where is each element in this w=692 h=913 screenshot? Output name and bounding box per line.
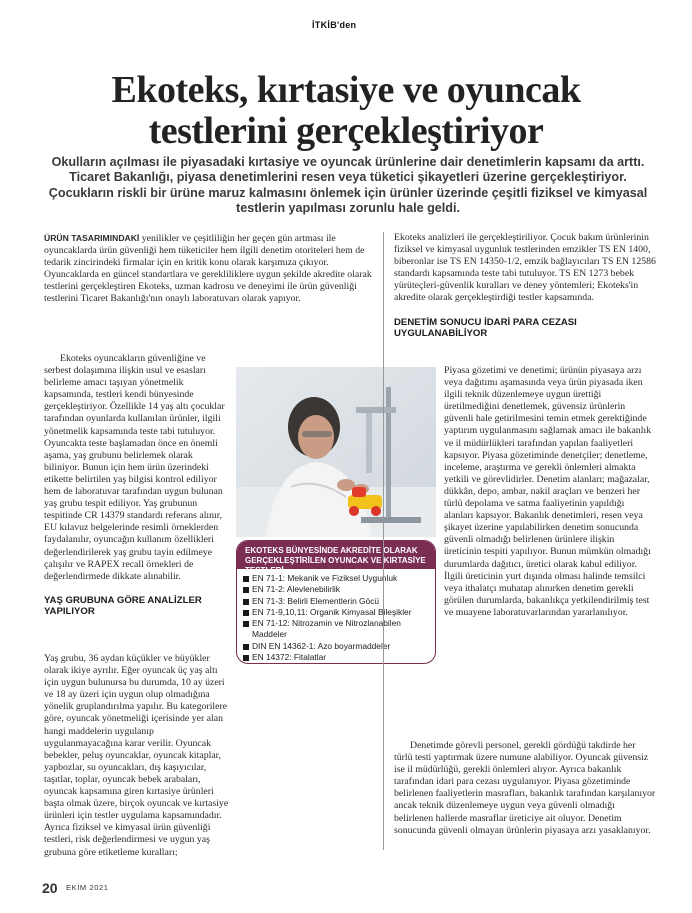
page-number: 20 [42, 879, 58, 896]
right-subhead: DENETİM SONUCU İDARİ PARA CEZASI UYGULANABİLİYOR [394, 316, 577, 340]
column-divider [383, 232, 384, 850]
infobox-item [243, 607, 429, 618]
article-lead: Okulların açılması ile piyasadaki kırtasiye ve oyuncak ürünlerine dair denetimlerin kapsamı da arttı. Ticaret Bakanlığı, piyasa denetimlerini resen veya tüketici şikayetleri üzerine gerçekleştiriyor. Çocukların riskli bir ürüne maruz kalmasını önlemek için ürünler üzerinde çeşitli fiziksel ve kimyasal testlerin yapılması zorunlu hale geldi. [48, 155, 648, 216]
infobox-item [243, 641, 429, 652]
infobox-item-text: EN 71-2: Alevlenebilirlik [252, 584, 340, 595]
left-column-bottom [44, 653, 374, 859]
square-bullet-icon [243, 576, 249, 582]
infobox-item-text: EN 71-12: Nitrozamin ve Nitrozlanabilen Maddeler [252, 618, 401, 640]
infobox-item-text: EN 14372: Fitalatlar [252, 652, 327, 663]
left-paragraph-1 [44, 232, 375, 306]
square-bullet-icon [243, 610, 249, 616]
right-paragraph-3: Denetimde görevli personel, gerekli gördüğü takdirde her türlü testi yaptırmak üzere numune alabiliyor. Oyuncak güvensiz ise il müdürlüğü, gerekli önlemleri alıyor. Ayrıca bakanlık tarafından idari para cezası uygulanıyor. Piyasa gözetiminde belirlenen faaliyetlerin masrafları, bakanlık tarafından karşılanıyor ancak teknik düzenlemeye uygun veya güvenli olmadığı belirlenen hallerde masraflar üreticiye ait oluyor. Denetim sonucunda güvenli olmayan ürünlerin piyasaya arzı yasaklanıyor. [394, 740, 656, 836]
infobox-item [243, 596, 429, 607]
infobox-item-text: EN 71-3: Belirli Elementlerin Göcü [252, 595, 380, 606]
square-bullet-icon [243, 587, 249, 593]
section-tag: İTKİB'den [312, 20, 357, 30]
left-paragraph-3: Yaş grubu, 36 aydan küçükler ve büyükler olarak ikiye ayrılır. Eğer oyuncak üç yaş altı için uygun bulunursa bu durumda, 10 ay üzeri ve 18 ay üzeri için uygun olup olmadığına yönelik gruplandırılma yapılır. Bu kategorilere göre, oyuncak yönetmeliği içerisinde yer alan hangi maddelerin uygulanıp uygulanmayacağına karar verilir. Oyuncak bebekler, peluş oyuncaklar, oyuncak kitaplar, yapbozlar, su oyuncakları, dış kaşıyıcılar, taşıtlar, toplar, oyuncak bebek arabaları, oyuncak kapsamına giren kırtasiye ürünleri başta olmak üzere, birçok oyuncak ve kırtasiye ürünleri için testler uygulama kapsamındadır. Ayrıca fiziksel ve kimyasal ürün güvenliği testleri, risk değerlendirmesi ve uygun yaş grubuna göre etiketleme kuralları; [44, 653, 229, 858]
square-bullet-icon [243, 644, 249, 650]
right-column-bottom [394, 740, 656, 837]
right-paragraph-1: Ekoteks analizleri ile gerçekleştiriliyor. Çocuk bakım ürünlerinin fiziksel ve kimyasal uygunluk testlerinden emzikler TS EN 1400, biberonlar ise TS EN 14350-1/2, emzik bağlayıcıları TS EN 12586 standardı kapsamında teste tabi tutuluyor. TS EN 1273 bebek yürüteçleri-güvenlik kuralları ve deney yöntemleri; Ekoteks'in akredite olarak gerçekleştirdiği testler kapsamında. [394, 232, 656, 304]
left-paragraph-2: Ekoteks oyuncakların güvenliğine ve serbest dolaşımına ilişkin usul ve esasları belirleme amacı taşıyan yönetmelik kapsamında, testleri kendi bünyesinde gerçekleştiriyor. Özellikle 14 yaş altı çocuklar tarafından oyunlarda kullanılan ürünler, ilgili yönetmelik kapsamında teste tabi tutuluyor. Oyuncakta teste başlamadan önce en önemli aşama, yaş grubunu belirlemek olarak biliniyor. Bunun için hem ürün üzerindeki etikette belirtilen yaş bilgisi kontrol ediliyor hem de laboratuvar tarafından uygun bulunan yaş grubu tespit ediliyor. Yaş grubunun tespitinde CR 14379 standardı referans alınır, EU kılavuz belgelerinde resimli örneklerden faydalanılır, oyuncağın kullanım özellikleri değerlendirilerek yaş grubu tayin edilmeye çalışılır ve RAPEX recall örnekleri de değerlendirmede dikkate alınabilir. [44, 353, 225, 582]
left-column-top [44, 232, 375, 306]
infobox-title: EKOTEKS BÜNYESİNDE AKREDİTE OLARAK GERÇEKLEŞTİRİLEN OYUNCAK VE KIRTASİYE TESTLERİ [237, 541, 435, 569]
square-bullet-icon [243, 599, 249, 605]
right-column-middle [444, 365, 654, 619]
left-column-middle [44, 353, 230, 618]
lead-in-caps: ÜRÜN TASARIMINDAKİ [44, 233, 140, 243]
lab-photo [236, 367, 436, 537]
infobox-item [243, 573, 429, 584]
infobox-item-text: DIN EN 14362-1: Azo boyarmaddeler [252, 640, 391, 651]
right-column-top [394, 232, 656, 340]
issue-date: EKİM 2021 [66, 883, 109, 893]
article-title: Ekoteks, kırtasiye ve oyuncak testlerini gerçekleştiriyor [111, 69, 581, 152]
infobox-item [243, 652, 429, 663]
infobox-item [243, 584, 429, 595]
page-footer [42, 879, 109, 897]
infobox-item-text: EN 71-9,10,11: Organik Kimyasal Bileşikler [252, 606, 412, 617]
lab-technician-photo-icon [236, 367, 436, 537]
infobox-item-text: EN 71-1: Mekanik ve Fiziksel Uygunluk [252, 573, 398, 583]
square-bullet-icon [243, 655, 249, 661]
infobox-list [237, 569, 435, 663]
infobox-item [243, 618, 429, 641]
left-subhead: YAŞ GRUBUNA GÖRE ANALİZLER YAPILIYOR [44, 594, 202, 618]
right-paragraph-2: Piyasa gözetimi ve denetimi; ürünün piyasaya arzı veya dağıtımı aşamasında veya ürün piyasada iken ilgili teknik düzenlemeye uygun ürettiği üretilmediğini denetlemek, güvensiz ürünlerin güvenli hale getirilmesini temin etmek gerektiğinde yaptırım uygulanmasını sağlamak amacı ile bakanlık ve il müdürlükleri tarafından yapılan faaliyetleri kapsıyor. Piyasa gözetiminde denetçiler; denetleme, inceleme, araştırma ve gerekli önlemleri almakta yetkili ve görevlidirler. Denetim alanları; mağazalar, dükkân, depo, ambar, nakil araçları ve benzeri her türlü depolama ve satma faaliyetinin yapıldığı alanları kapsıyor. Bakanlık denetimleri, resen veya şikayet üzerine yapılabilirken denetim sonucunda güvenli olmadığı belirlenen ürünlere ilişkin üreticinin tespiti yapılıyor. Bunun mümkün olmadığı durumlarda dağıtıcı, üretici olarak kabul ediliyor. İlgili üreticinin yurt dışında olması halinde temsilci veya ithalatçı muhatap alınırken denetim gerekli görülen durumlarda, bakanlıkça yetkilendirilmiş test ve muayene laboratuvarlarından yararlanılıyor. [444, 365, 652, 618]
tests-infobox [236, 540, 436, 664]
left-paragraph-1-text: yenilikler ve çeşitliliğin her geçen gün artması ile oyuncaklarda ürün güvenliği hem tüketiciler hem ilgili denetim otoriteleri hem de tedarik zincirindeki firmalar için en kritik konu olarak karşımıza çıkıyor. Oyuncaklarda en güncel standartlara ve gerekliliklere uygun şekilde akredite olarak testlerini gerçekleştiren Ekoteks, uzman kadrosu ve deneyimi ile ürün güvenliği testlerini Ticaret Bakanlığı'nın onaylı laboratuvarı olarak yapıyor. [44, 233, 372, 305]
square-bullet-icon [243, 621, 249, 627]
